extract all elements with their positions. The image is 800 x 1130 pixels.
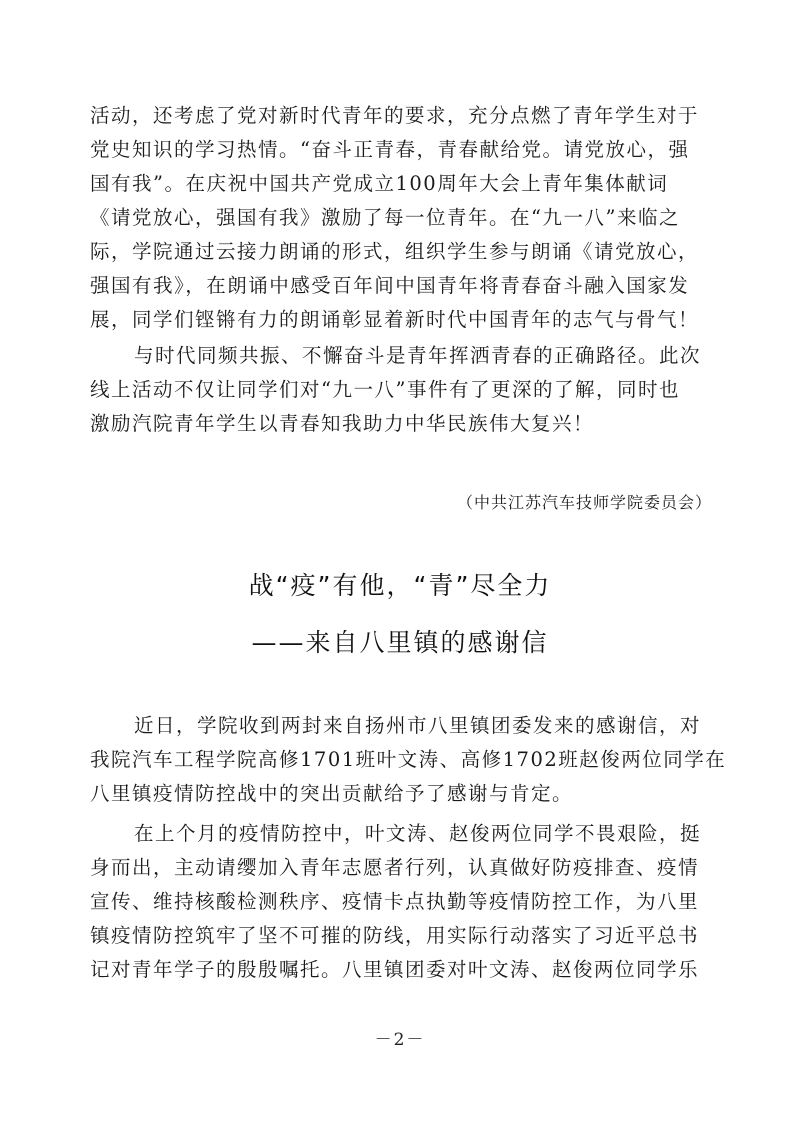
text-line: 《请党放心，强国有我》激励了每一位青年。在“九一八”来临之 (90, 206, 680, 229)
text-line: 身而出，主动请缨加入青年志愿者行列，认真做好防疫排查、疫情 (90, 856, 700, 879)
text-line: 记对青年学子的殷殷嘱托。八里镇团委对叶文涛、赵俊两位同学乐 (90, 958, 700, 981)
text-line: 我院汽车工程学院高修1701班叶文涛、高修1702班赵俊两位同学在 (90, 748, 727, 771)
text-line: 在上个月的疫情防控中，叶文涛、赵俊两位同学不畏艰险，挺 (134, 822, 702, 845)
text-line: 际，学院通过云接力朗诵的形式，组织学生参与朗诵《请党放心， (90, 240, 700, 263)
text-line: 近日，学院收到两封来自扬州市八里镇团委发来的感谢信，对 (134, 714, 702, 737)
article2-title: 战“疫”有他，“青”尽全力 (248, 571, 552, 600)
article2-paragraph-2 (90, 817, 720, 987)
text-line: 宣传、维持核酸检测秩序、疫情卡点执勤等疫情防控工作，为八里 (90, 890, 700, 913)
article1-paragraph-2 (90, 339, 720, 441)
page-number: －2－ (374, 1030, 426, 1050)
article1-paragraph-1 (90, 99, 720, 337)
text-line: 强国有我》，在朗诵中感受百年间中国青年将青春奋斗融入国家发 (90, 274, 690, 297)
text-line: 激励汽院青年学生以青春知我助力中华民族伟大复兴！ (90, 412, 595, 435)
article2-subtitle: ——来自八里镇的感谢信 (251, 628, 549, 657)
text-line: 国有我”。在庆祝中国共产党成立100周年大会上青年集体献词 (90, 172, 669, 195)
text-line: 展，同学们铿锵有力的朗诵彰显着新时代中国青年的志气与骨气！ (90, 308, 700, 331)
text-line: 党史知识的学习热情。“奋斗正青春，青春献给党。请党放心，强 (90, 138, 690, 161)
article1-signature: （中共江苏汽车技师学院委员会） (456, 493, 712, 512)
text-line: 线上活动不仅让同学们对“九一八”事件有了更深的了解，同时也 (90, 378, 680, 401)
text-line: 活动，还考虑了党对新时代青年的要求，充分点燃了青年学生对于 (90, 104, 700, 127)
text-line: 镇疫情防控筑牢了坚不可摧的防线，用实际行动落实了习近平总书 (90, 924, 700, 947)
text-line: 与时代同频共振、不懈奋斗是青年挥洒青春的正确路径。此次 (134, 344, 702, 367)
article2-paragraph-1 (90, 709, 727, 811)
text-line: 八里镇疫情防控战中的突出贡献给予了感谢与肯定。 (90, 782, 574, 805)
